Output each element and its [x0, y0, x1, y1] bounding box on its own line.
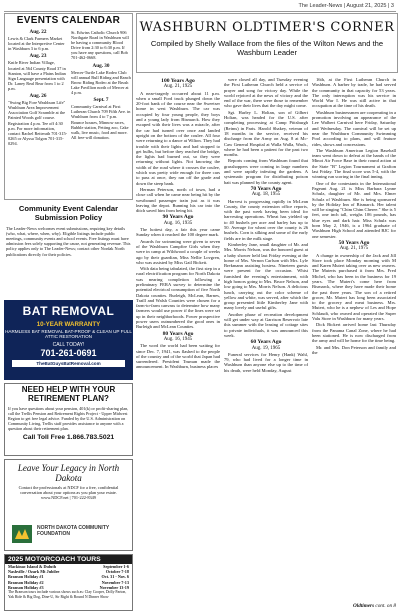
- tour-dates: November 7-13: [101, 579, 129, 585]
- article-paragraph: Washburn businessmen are cooperating in a promotion involving an appearance of the Lee Walbert Carnival here Friday, Saturday and Wednesday. The carnival will be set up near the Washburn Community Swimming Pool according to plans, and will feature rides, shows and concessions.: [312, 109, 396, 147]
- masthead-title: WASHBURN OLDTIMER'S CORNER: [139, 20, 395, 35]
- bat-ad-logo: BAT REMOVAL: [22, 304, 115, 318]
- masthead: [136, 13, 398, 73]
- article-paragraph: A change in ownership of the Jack and Jill Store took place Monday morning with M and Karen Mutert taking over as new owners. The Muterts purchased it from Mrs. Fred Michel, who has been in the business for 19 years. The Mutert's come here from Bismarck, where they have made their home the past three years. The son of a retired grocer, Mr. Mutert has long been associated to the grocery and meat business. Mrs. Mutert, who he is a nephew of Les and Hope Schlaudt, who owned and operated the Super Valu Store in Washburn for many years.: [312, 252, 396, 322]
- article-paragraph: The hottest day, a fair this year came Sunday when it reached the 100 degree mark.: [136, 227, 220, 238]
- article-column-2: [224, 77, 308, 374]
- tour-dates: Oct. 31 - Nov. 6: [101, 574, 129, 580]
- event-text: Community Carnival at First Lutheran Church 709 Fifth Ave. in Washburn from 4 to 7 p.m. Bounce houses, Minnow races, Bubble station, Petting zoo, Cake walk, live music, food and more. All free-will donation.: [71, 104, 131, 140]
- tour-name: Nashville / Ozark Mt Jubilee: [8, 569, 60, 575]
- event-text: Knife River Indian Village, located at 564 County Road 37 in Stanton, will have a Plains Indian Sign Language presentation with Dr. Laney Real Bear from 1 to 2 p.m.: [8, 60, 66, 91]
- event-date: Sept. 7: [93, 97, 109, 104]
- header-rule: [4, 11, 396, 12]
- article-paragraph: 16th, at the First Lutheran Church in Washburn. A barber by trade, he had served the community in that capacity for 53 years. The only interruption was his service in World War I. He was still active in that occupation at the time of his death.: [312, 77, 396, 109]
- ndcf-name: NORTH DAKOTA COMMUNITY FOUNDATION: [37, 525, 110, 537]
- article-paragraph: With data being tabulated, the first step in a rural electrification program for North Dakota was nearing completion following a preliminary FERA survey to determine the potential electrical consumption of five North Dakota counties. Burleigh, McLean, Barnes, Traill and Walsh Counties were chosen for a farm-to-farm canvass to determine how many farmers would use power if the lines were set up in their neighborhoods. Power prospective power users outnumbered the good ones in Burleigh and McLean Counties.: [136, 266, 220, 330]
- section-date: Aug. 21, 1925: [163, 84, 193, 90]
- motorcoach-tours-ad: [4, 554, 133, 611]
- bat-removal-ad[interactable]: [4, 300, 133, 380]
- event-date: Aug. 23: [29, 53, 47, 60]
- bat-ad-call-label: CALL TODAY!: [52, 341, 85, 348]
- article-paragraph: The word the world had been waiting for since Dec. 7, 1941, was flashed to the people of the country and of the world that Japan had surrendered. President Truman made the announcement. In Washburn, business places: [136, 343, 220, 370]
- section-heading: 100 Years Ago: [161, 78, 195, 84]
- section-date: Aug. 18, 1955: [251, 192, 281, 198]
- bat-ad-warranty: 10-YEAR WARRANTY: [36, 321, 101, 328]
- policy-body: The Leader-News welcomes event submissions, requiring key details (who, what, where, when, why). Eligible listings include public meetings, community events and school events. Free listings must have admission fees solely supporting the cause, not generating revenue. This policy applies only to The Leader-News; contact other Nordak North publications directly for their policies.: [6, 225, 131, 257]
- retirement-ad-title: NEED HELP WITH YOUR RETIREMENT PLAN?: [21, 385, 116, 403]
- retirement-plan-ad: [4, 383, 133, 456]
- tour-dates: October 7-18: [105, 569, 129, 575]
- retirement-ad-body: If you have questions about your pension, 401(k) or profit-sharing plan, call the Trellis Pension and Retirement Rights Project - Upper Midwest Region to get free legal advice. Funded by the U.S. Administration on Community Living, Trellis staff provides assistance to anyone with a question about their retirement plan.: [8, 405, 129, 431]
- article-paragraph: Harvest is progressing rapidly in McLean County, the county extension office reports, with the past week having been ideal for harvesting operations. Wheat has yielded up to 40 bushels per acre and barley has up to 50. Average for wheat over the county is 26 bushels. Corn is silking and some of the early fields are in the milk stage.: [224, 198, 308, 241]
- section-date: Aug. 19, 1965: [251, 345, 281, 351]
- event-date: Aug. 30: [92, 62, 110, 69]
- article-paragraph: Dick Bickert arrived home last Thursday from the Panama Canal Zone, where he had been stationed. He is now discharged from the army and will be home for the time being.: [312, 322, 396, 344]
- article-paragraph: Kimberley Jane, small daughter of Mr. and Mrs. Morris Nelson, was the honored guest at a baby shower held last Friday evening at the home of Mrs. Vernon Carlson with Mrs. Lyle Brekmann assisting hostess. Nineteen guests were present for the occasion. Whist furnished the evening's entertainment, with high honors going to Mrs. Bruce Nelson, and low going to Mrs. Morris Nelson. A delicious lunch, carrying out the color scheme of yellow and white, was served, after which the group presented little Kimberley Jane with many lovely and useful gifts.: [224, 241, 308, 311]
- article-paragraph: Herman Peterson, north of town, had a close call when he came near being hit by the westbound passenger train just as it was leaving the depot. Running his car into the ditch saved him from being hit.: [136, 186, 220, 214]
- article-paragraph: Sgt. Harley L. Holtan, son of Gilbert Holtan, was headed for the U.S. after completing processing at Camp Pittsburgh (Reims) in Paris. Harold Shakey, veteran of 18 months in the service, received his discharge from the Army on Aug. 8 at Mc-Caw General Hospital at Walla Walla, Wash., where he had been a patient for the past two months.: [224, 109, 308, 158]
- event-text: Lewis & Clark Farmers Market located at the Interpretive Center in Washburn 3 to 6 p.m.: [8, 36, 65, 52]
- article-paragraph: Funeral services for Henry (Hank) Wahl, 79, who had lived for a longer time in Washburn than anyone else up to the time of his death, were held Monday, August: [224, 351, 308, 373]
- section-heading: 70 Years Ago: [250, 185, 282, 192]
- tour-dates: November 13-19: [99, 584, 129, 590]
- article-column-3: [312, 77, 396, 356]
- oldtimers-section: [136, 13, 398, 611]
- masthead-subtitle: Compiled by Shelly Wallace from the files of the Wilton News and the Washburn Leader: [150, 39, 384, 57]
- ndcf-logo-icon: [11, 524, 33, 544]
- article-paragraph: One of the contestants in the International Pageant Aug. 21 is Miss Barbara Lynne Schulz, daughter of Mr. and Mrs. Elmer Schulz of Washburn. She is being sponsored by the Holiday Inn of Bismarck. Her talent will be singing "Chim Chim Cheree." She is 5 feet, one inch tall, weighs 106 pounds, has blue eyes and dark hair. Miss Schulz was born May 2, 1946, is a 1964 graduate of Washburn High School and attended BJC for one semester.: [312, 180, 396, 239]
- submission-policy: [4, 204, 133, 296]
- legacy-ad-body: Contact the professionals at NDCF for a free, confidential conversation about your options as you plan your estate. www.NDCF.net | 701-222-8349: [18, 485, 119, 501]
- continued-suffix: cont. on 8: [375, 603, 396, 609]
- article-paragraph: Awards for swimming were given to seven of the Washburn Campfire Girls when they were in camp at Wildwood a couple of weeks ago by their guardian, Miss Nellie Lovgren, who was assisted by Miss Gail Bickett.: [136, 238, 220, 265]
- moto-ad-note: The Branson tours include various shows such as: Clay Cooper, Dolly Parton, Yak Ride & Big Dog, Dine-U, Sir Right & Round N Dinner Show: [8, 590, 127, 599]
- bat-ad-services: HARMLESS BAT REMOVAL BAT-PROOF & CLEAN UP FULL ATTIC RESTORATION: [5, 329, 132, 340]
- article-paragraph: Another phase of recreation development will get under way at Garrison Reservoir late this summer with the leasing of cottage sites to private individuals, it was announced this week.: [224, 311, 308, 338]
- header-text: The Leader-News | August 21, 2025 | 3: [298, 3, 394, 9]
- continued-label: Oldtimers: [353, 603, 375, 609]
- tour-dates: September 1-6: [103, 564, 129, 569]
- section-date: Aug. 16, 1935: [163, 220, 193, 226]
- article-columns: [136, 77, 398, 607]
- tour-name: Branson Holiday #1: [8, 574, 44, 580]
- event-date: Aug. 22: [29, 29, 47, 35]
- left-column: [4, 13, 133, 611]
- events-calendar: [4, 13, 133, 200]
- article-paragraph: Mr. and Mrs. Don Peterson and family and the: [312, 344, 396, 355]
- section-heading: 80 Years Ago: [162, 330, 194, 337]
- article-paragraph: The Washburn American Legion Baseball team went down to defeat at the hands of the Minot Air Force Base in their round action at the State "B" Legion Tournament at Grafton last Friday. The final score was 5-4, with the winning run scoring in the final inning.: [312, 147, 396, 180]
- event-text: "Swing Big Fore Washburn Life" Washburn Area Improvement Association Golf Scramble at the Painted Woods golf course. Registration 4 p.m. Tee off 4:30 p.m. For more information, contact Rachel Reiterath 701-315-0265 or Alyssa Tolgon 701-315-0294.: [8, 100, 68, 146]
- section-heading: 50 Years Ago: [338, 239, 370, 246]
- bat-ad-website[interactable]: TheBatGuysBatRemoval.com: [12, 360, 125, 367]
- ndcf-logo: [11, 524, 128, 544]
- section-heading: 60 Years Ago: [250, 339, 282, 346]
- event-date: Aug. 26: [29, 93, 47, 100]
- article-column-1: [136, 77, 220, 371]
- events-right-column: [71, 30, 131, 143]
- moto-ad-title: 2025 MOTORCOACH TOURS: [5, 555, 132, 564]
- legacy-ad: [4, 459, 133, 551]
- event-text: St. Edwins Catholic Church 906 Northgate Road in Washburn will be having a community Blood Drive from 2:30 to 6:30 p.m. If you have any questions, call Bob 701-462-0668.: [71, 30, 129, 61]
- continued-note: [353, 603, 396, 609]
- tour-name: Branson Holiday #2: [8, 579, 44, 585]
- legacy-ad-title: Leave Your Legacy in North Dakota: [17, 463, 120, 483]
- article-paragraph: were closed all day, and Tuesday evening the First Lutheran Church held a service of prayer and song for victory day. While the world rejoiced at the news of victory and the end of the war, there were those to remember who gave their lives that the day might come.: [224, 77, 308, 109]
- event-text: Mercer-Turtle Lake Rodeo Club will annual Bull Riding and Ranch Bronc Riding Rodeo at the Brush Lake Pavillion north of Mercer at 4 p.m.: [71, 69, 131, 96]
- article-paragraph: A near-tragedy occurred about 11 p.m. when a small Ford truck plunged down the 20-foot bank of the course near the Sweetser home in west Washburn. The car was occupied by four young people, they boys and a young lady from Bismarck. How they escaped with their lives was a miracle, after the car had turned over once and landed upright on the bottom of the coulee. All four were returning to a dance at Wilton. They had trouble with their lights and had stopped to get bulbs, but before they reached the bridge, the lights had burned out, so they were returning without lights. Not knowing the width of the road where it crosses the coulee, which was pretty wide enough for three cars to pass at once, they ran off the grade and down the steep bank.: [136, 90, 220, 186]
- tour-name: Mackinac Island & Duluth: [8, 564, 57, 569]
- policy-title: Community Event Calendar Submission Policy: [18, 204, 119, 222]
- bat-ad-phone: 701-261-0691: [40, 347, 97, 358]
- section-date: Aug. 16, 1945: [163, 336, 193, 342]
- events-title: EVENTS CALENDAR: [16, 15, 121, 26]
- page-header: [0, 0, 400, 12]
- events-left-column: [8, 30, 68, 149]
- tour-name: Branson Holiday #3: [8, 584, 44, 590]
- article-paragraph: Reports coming from Washburn found that grasshoppers were coming in large numbers and were rapidly infesting the gardens. A systematic program for distributing poison bait was planned by the county agent.: [224, 158, 308, 185]
- retirement-ad-phone: Call Toll Free 1.866.783.5021: [22, 433, 115, 441]
- section-date: Aug. 21, 1975: [339, 246, 369, 252]
- section-heading: 90 Years Ago: [162, 214, 194, 221]
